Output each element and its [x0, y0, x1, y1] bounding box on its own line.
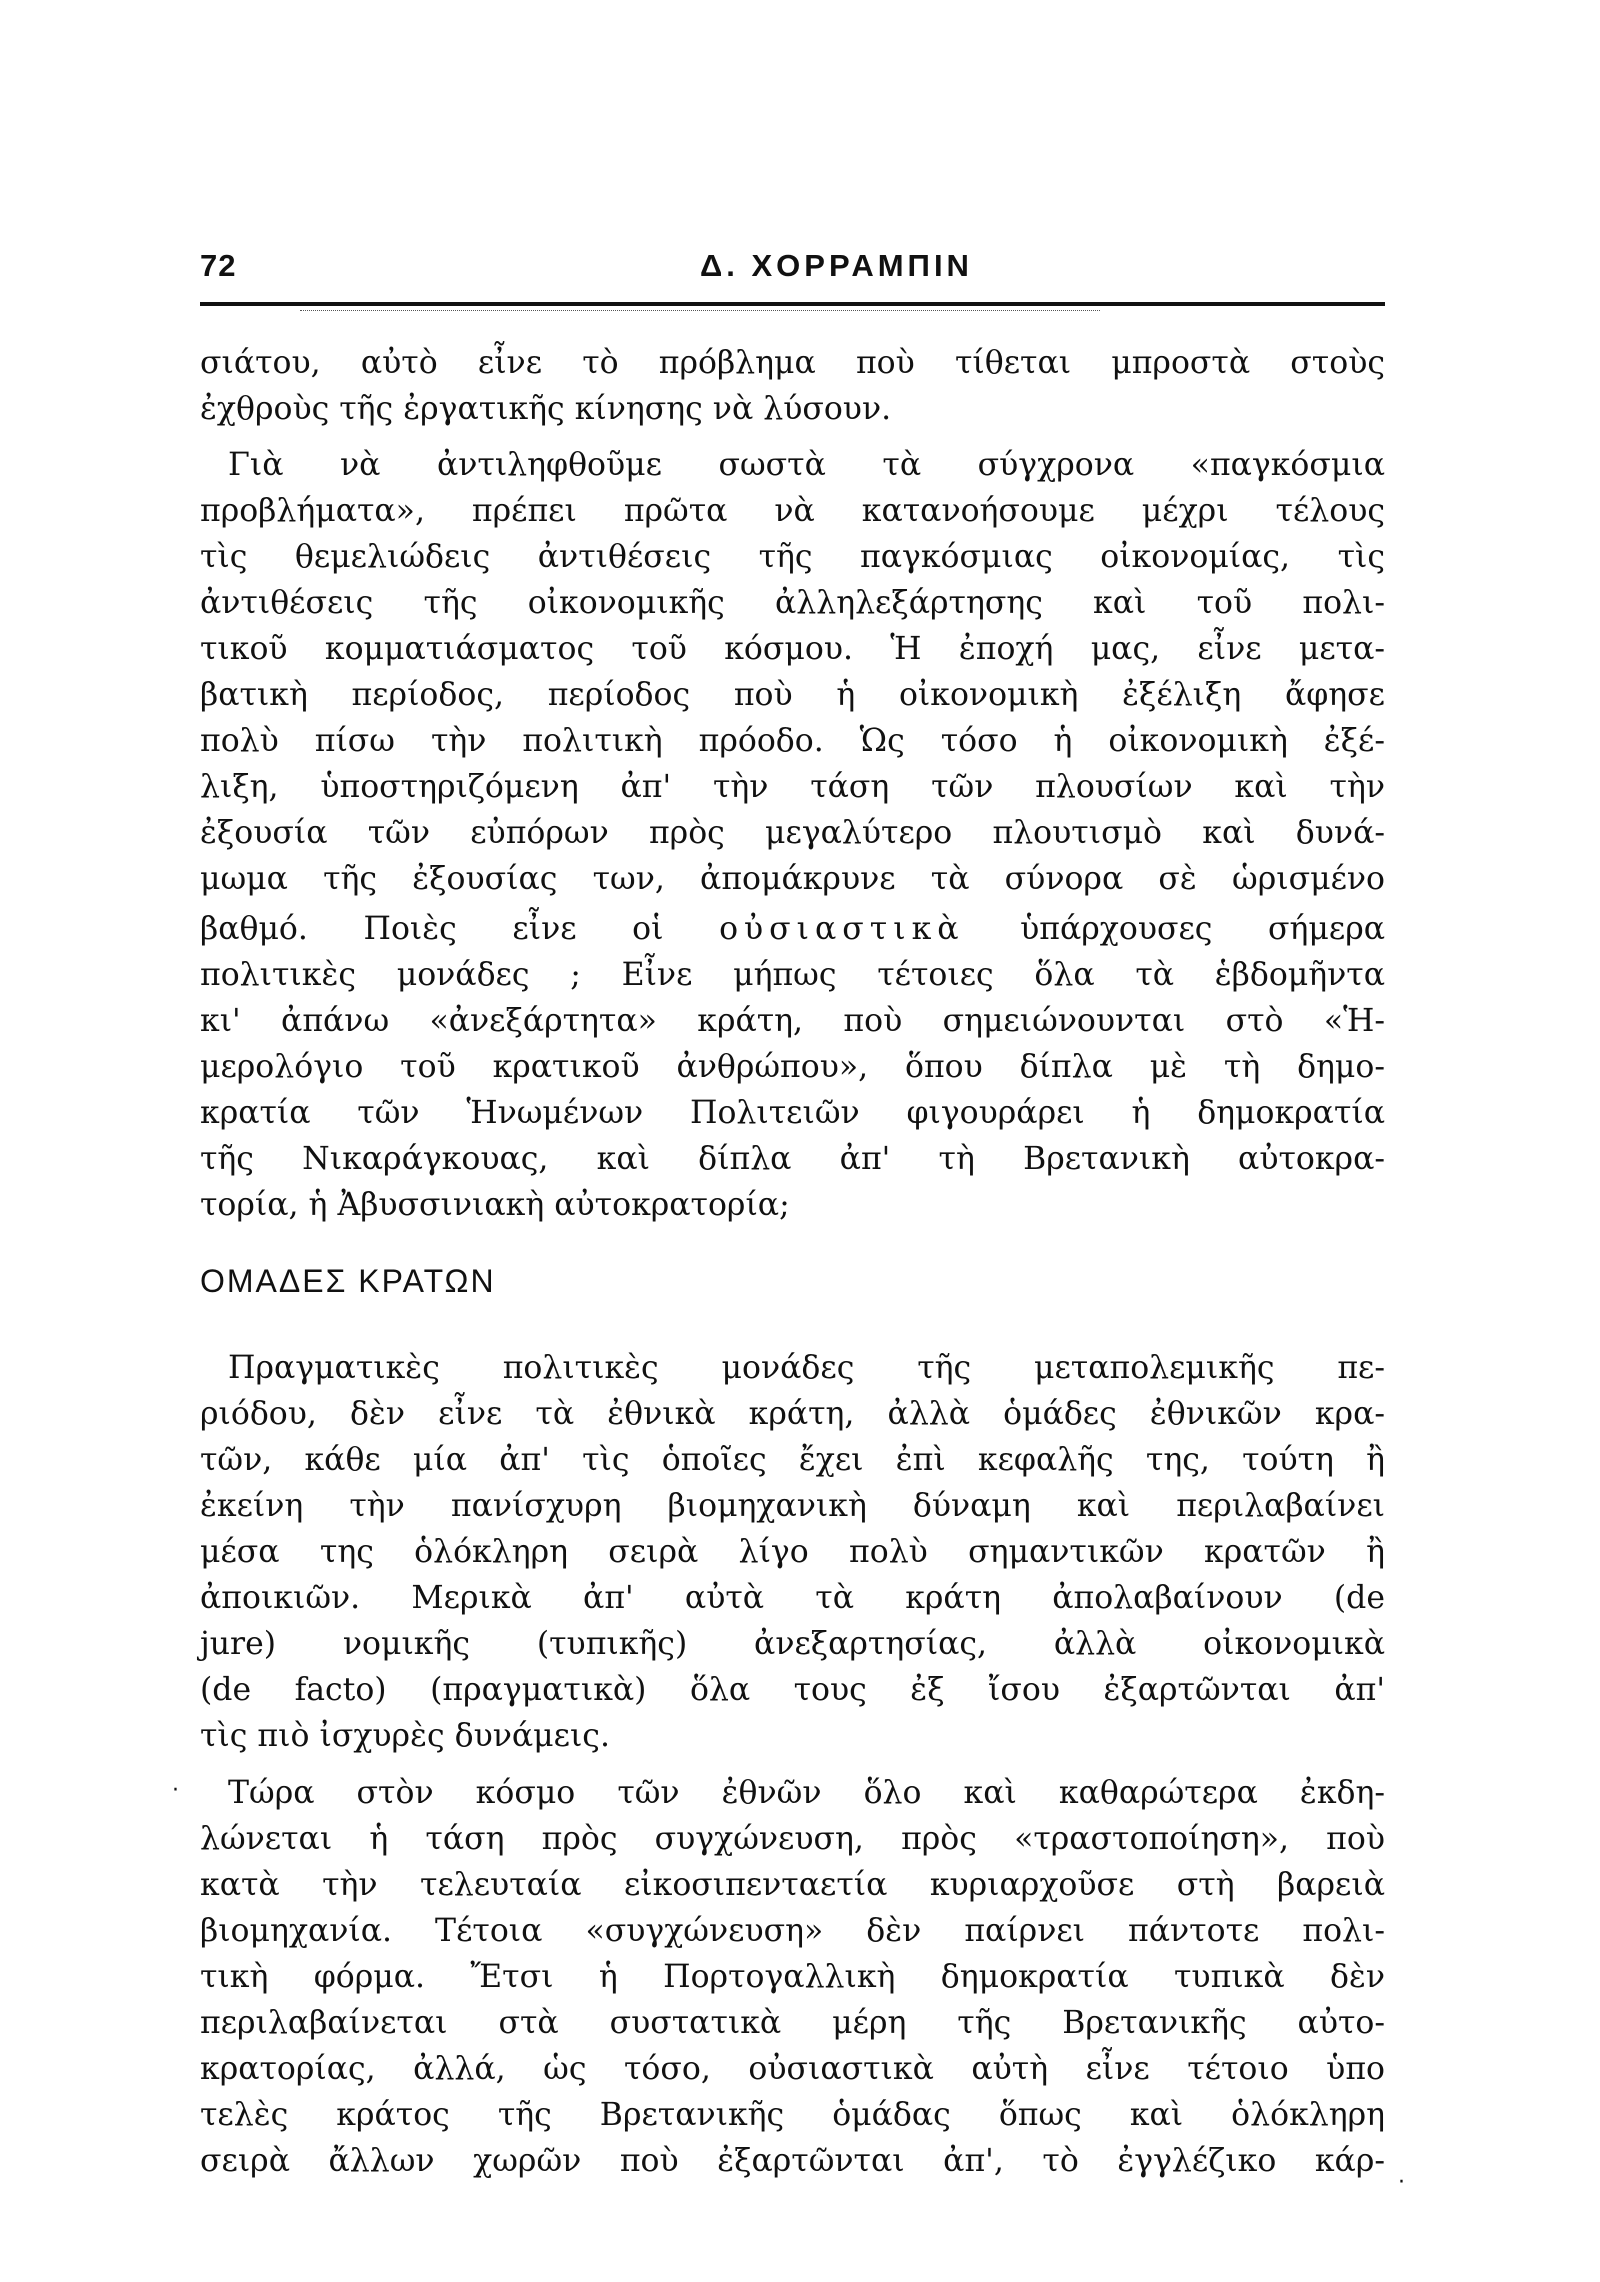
text-line: jure) νομικῆς (τυπικῆς) ἀνεξαρτησίας, ἀλλὰ οἰκονομικὰ [200, 1626, 1385, 1662]
running-title: Δ. ΧΟΡΡΑΜΠΙΝ [700, 248, 973, 283]
margin-dot: · [1398, 2170, 1405, 2195]
text-line: ἐκείνη τὴν πανίσχυρη βιομηχανικὴ δύναμη καὶ περιλαβαίνει [200, 1488, 1385, 1524]
text-segment: βαθμό. Ποιὲς εἶνε οἱ [200, 911, 664, 947]
header-rule [200, 302, 1385, 306]
section-heading: ΟΜΑΔΕΣ ΚΡΑΤΩΝ [200, 1263, 496, 1299]
text-line: σιάτου, αὐτὸ εἶνε τὸ πρόβλημα ποὺ τίθεται μπροστὰ στοὺς [200, 345, 1385, 381]
paragraph-3 [200, 1345, 1385, 1759]
text-line: ριόδου, δὲν εἶνε τὰ ἐθνικὰ κράτη, ἀλλὰ ὁμάδες ἐθνικῶν κρα- [200, 1396, 1385, 1432]
text-line: ἐξουσία τῶν εὐπόρων πρὸς μεγαλύτερο πλουτισμὸ καὶ δυνά- [200, 815, 1385, 851]
text-line [200, 906, 1385, 952]
page-number: 72 [200, 248, 237, 283]
text-line: τορία, ἡ Ἀβυσσινιακὴ αὐτοκρατορία; [200, 1187, 790, 1223]
text-line: βιομηχανία. Τέτοια «συγχώνευση» δὲν παίρνει πάντοτε πολι- [200, 1913, 1385, 1949]
paragraph-4 [200, 1770, 1385, 2184]
text-line: περιλαβαίνεται στὰ συστατικὰ μέρη τῆς Βρετανικῆς αὐτο- [200, 2005, 1385, 2041]
text-line: μέσα της ὁλόκληρη σειρὰ λίγο πολὺ σημαντικῶν κρατῶν ἢ [200, 1534, 1385, 1570]
margin-dot: · [172, 1778, 179, 1803]
text-line: ἀποικιῶν. Μερικὰ ἀπ' αὐτὰ τὰ κράτη ἀπολαβαίνουν (de [200, 1580, 1385, 1616]
text-line: πολὺ πίσω τὴν πολιτικὴ πρόοδο. Ὡς τόσο ἡ οἰκονομικὴ ἐξέ- [200, 723, 1385, 759]
text-line: μερολόγιο τοῦ κρατικοῦ ἀνθρώπου», ὅπου δίπλα μὲ τὴ δημο- [200, 1049, 1385, 1085]
paragraph-1 [200, 340, 1385, 432]
text-line: τὶς πιὸ ἰσχυρὲς δυνάμεις. [200, 1718, 610, 1754]
text-line: κι' ἀπάνω «ἀνεξάρτητα» κράτη, ποὺ σημειώνουνται στὸ «Ἡ- [200, 1003, 1385, 1039]
text-line: τῶν, κάθε μία ἀπ' τὶς ὁποῖες ἔχει ἐπὶ κεφαλῆς της, τούτη ἢ [200, 1442, 1385, 1478]
text-line: τῆς Νικαράγκουας, καὶ δίπλα ἀπ' τὴ Βρετανικὴ αὐτοκρα- [200, 1141, 1385, 1177]
text-line: προβλήματα», πρέπει πρῶτα νὰ κατανοήσουμε μέχρι τέλους [200, 493, 1385, 529]
text-line: λιξη, ὑποστηριζόμενη ἀπ' τὴν τάση τῶν πλουσίων καὶ τὴν [200, 769, 1385, 805]
paragraph-2-continued [200, 906, 1385, 1228]
text-line: κρατορίας, ἀλλά, ὡς τόσο, οὐσιαστικὰ αὐτὴ εἶνε τέτοιο ὑπο [200, 2051, 1385, 2087]
text-line: βατικὴ περίοδος, περίοδος ποὺ ἡ οἰκονομικὴ ἐξέλιξη ἄφησε [200, 677, 1385, 713]
text-line: τελὲς κράτος τῆς Βρετανικῆς ὁμάδας ὅπως καὶ ὁλόκληρη [200, 2097, 1385, 2133]
text-line: τὶς θεμελιώδεις ἀντιθέσεις τῆς παγκόσμιας οἰκονομίας, τὶς [200, 539, 1385, 575]
text-line: μωμα τῆς ἐξουσίας των, ἀπομάκρυνε τὰ σύνορα σὲ ὡρισμένο [200, 861, 1385, 897]
text-line: ἀντιθέσεις τῆς οἰκονομικῆς ἀλληλεξάρτησης καὶ τοῦ πολι- [200, 585, 1385, 621]
text-line: Πραγματικὲς πολιτικὲς μονάδες τῆς μεταπολεμικῆς πε- [228, 1350, 1385, 1386]
header-rule-dots [300, 310, 1100, 311]
text-line: σειρὰ ἄλλων χωρῶν ποὺ ἐξαρτῶνται ἀπ', τὸ ἐγγλέζικο κάρ- [200, 2143, 1385, 2179]
text-segment: ὑπάρχουσες σήμερα [1020, 911, 1385, 947]
emphasized-word: οὐσιαστικὰ [719, 911, 965, 947]
text-line: τικὴ φόρμα. Ἔτσι ἡ Πορτογαλλικὴ δημοκρατία τυπικὰ δὲν [200, 1959, 1385, 1995]
text-line: πολιτικὲς μονάδες ; Εἶνε μήπως τέτοιες ὅλα τὰ ἑβδομῆντα [200, 957, 1385, 993]
text-line: λώνεται ἡ τάση πρὸς συγχώνευση, πρὸς «τραστοποίηση», ποὺ [200, 1821, 1385, 1857]
text-line: Γιὰ νὰ ἀντιληφθοῦμε σωστὰ τὰ σύγχρονα «παγκόσμια [228, 447, 1385, 483]
text-line: Τώρα στὸν κόσμο τῶν ἐθνῶν ὅλο καὶ καθαρώτερα ἐκδη- [228, 1775, 1385, 1811]
text-line: τικοῦ κομματιάσματος τοῦ κόσμου. Ἡ ἐποχή μας, εἶνε μετα- [200, 631, 1385, 667]
text-line: (de facto) (πραγματικὰ) ὅλα τους ἐξ ἴσου ἐξαρτῶνται ἀπ' [200, 1672, 1385, 1708]
paragraph-2 [200, 442, 1385, 902]
running-head [200, 248, 1385, 288]
text-line: κατὰ τὴν τελευταία εἰκοσιπενταετία κυριαρχοῦσε στὴ βαρειὰ [200, 1867, 1385, 1903]
text-line: ἐχθροὺς τῆς ἐργατικῆς κίνησης νὰ λύσουν. [200, 391, 892, 427]
text-line: κρατία τῶν Ἡνωμένων Πολιτειῶν φιγουράρει ἡ δημοκρατία [200, 1095, 1385, 1131]
